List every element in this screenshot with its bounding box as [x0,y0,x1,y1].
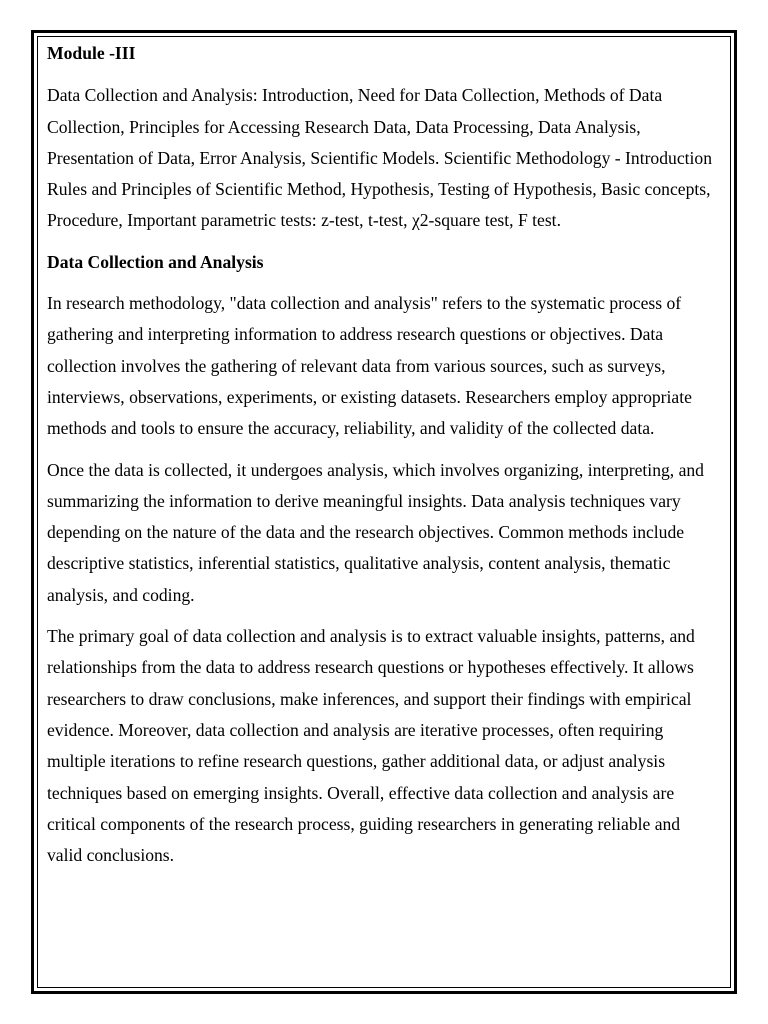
paragraph-goal: The primary goal of data collection and analysis is to extract valuable insights, patterns, and relationships from the data to address research questions or hypotheses effectively. It allows researchers to draw conclusions, make inferences, and support their findings with empirical evidence. Moreover, data collection and analysis are iterative processes, often requiring multiple iterations to refine research questions, gather additional data, or adjust analysis techniques based on emerging insights. Overall, effective data collection and analysis are critical components of the research process, guiding researchers in generating reliable and valid conclusions. [47,626,695,866]
syllabus-paragraph: Data Collection and Analysis: Introduction, Need for Data Collection, Methods of Data Collection, Principles for Accessing Research Data, Data Processing, Data Analysis, Presentation of Data, Error Analysis, Scientific Models. Scientific Methodology - Introduction Rules and Principles of Scientific Method, Hypothesis, Testing of Hypothesis, Basic concepts, Procedure, Important parametric tests: z-test, t-test, χ2-square test, F test. [47,85,713,231]
paragraph-analysis: Once the data is collected, it undergoes analysis, which involves organizing, interpreting, and summarizing the information to derive meaningful insights. Data analysis techniques vary depending on the nature of the data and the research objectives. Common methods include descriptive statistics, inferential statistics, qualitative analysis, content analysis, thematic analysis, and coding. [47,459,704,605]
document-body [47,38,719,871]
module-title: Module -III [47,43,136,63]
paragraph-definition: In research methodology, "data collection and analysis" refers to the systematic process of gathering and interpreting information to address research questions or objectives. Data collection involves the gathering of relevant data from various sources, such as surveys, interviews, observations, experiments, or existing datasets. Researchers employ appropriate methods and tools to ensure the accuracy, reliability, and validity of the collected data. [47,293,692,439]
section-heading: Data Collection and Analysis [47,251,264,272]
